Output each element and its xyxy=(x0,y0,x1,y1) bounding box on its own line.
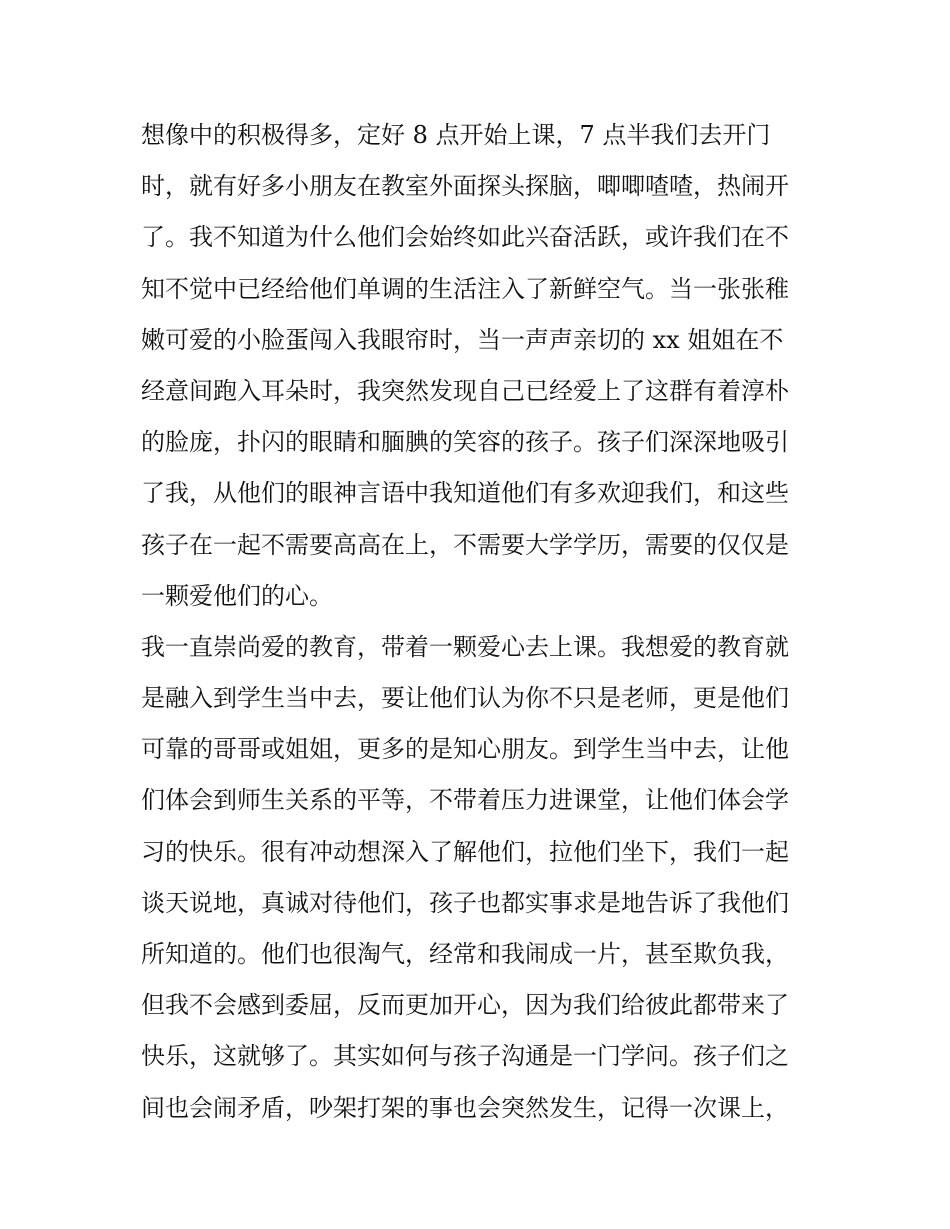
text-line: 快乐，这就够了。其实如何与孩子沟通是一门学问。孩子们之 xyxy=(141,1042,789,1071)
text-line: 我一直崇尚爱的教育，带着一颗爱心去上课。我想爱的教育就 xyxy=(141,632,789,661)
text-line: 知不觉中已经给他们单调的生活注入了新鲜空气。当一张张稚 xyxy=(141,274,789,303)
text-line: 嫩可爱的小脸蛋闯入我眼帘时，当一声声亲切的 xx 姐姐在不 xyxy=(141,325,784,354)
text-line: 想像中的积极得多，定好 8 点开始上课，7 点半我们去开门 xyxy=(141,121,771,149)
text-line: 是融入到学生当中去，要让他们认为你不只是老师，更是他们 xyxy=(141,684,789,713)
text-line: 的脸庞，扑闪的眼睛和腼腆的笑容的孩子。孩子们深深地吸引 xyxy=(141,428,789,457)
text-line: 时，就有好多小朋友在教室外面探头探脑，唧唧喳喳，热闹开 xyxy=(141,172,789,201)
text-line: 间也会闹矛盾，吵架打架的事也会突然发生，记得一次课上， xyxy=(141,1093,789,1122)
text-line: 习的快乐。很有冲动想深入了解他们，拉他们坐下，我们一起 xyxy=(141,837,789,866)
text-line: 但我不会感到委屈，反而更加开心，因为我们给彼此都带来了 xyxy=(141,991,789,1020)
text-line: 了我，从他们的眼神言语中我知道他们有多欢迎我们，和这些 xyxy=(141,479,789,508)
text-line: 经意间跑入耳朵时，我突然发现自己已经爱上了这群有着淳朴 xyxy=(141,376,789,405)
text-line: 了。我不知道为什么他们会始终如此兴奋活跃，或许我们在不 xyxy=(141,223,789,252)
text-line: 所知道的。他们也很淘气，经常和我闹成一片，甚至欺负我， xyxy=(141,940,789,968)
body-text xyxy=(141,110,821,1134)
text-line: 们体会到师生关系的平等，不带着压力进课堂，让他们体会学 xyxy=(141,786,789,815)
text-line: 谈天说地，真诚对待他们，孩子也都实事求是地告诉了我他们 xyxy=(141,888,789,917)
text-line: 可靠的哥哥或姐姐，更多的是知心朋友。到学生当中去，让他 xyxy=(141,735,789,764)
text-line: 一颗爱他们的心。 xyxy=(141,581,333,610)
text-line: 孩子在一起不需要高高在上，不需要大学学历，需要的仅仅是 xyxy=(141,530,789,559)
